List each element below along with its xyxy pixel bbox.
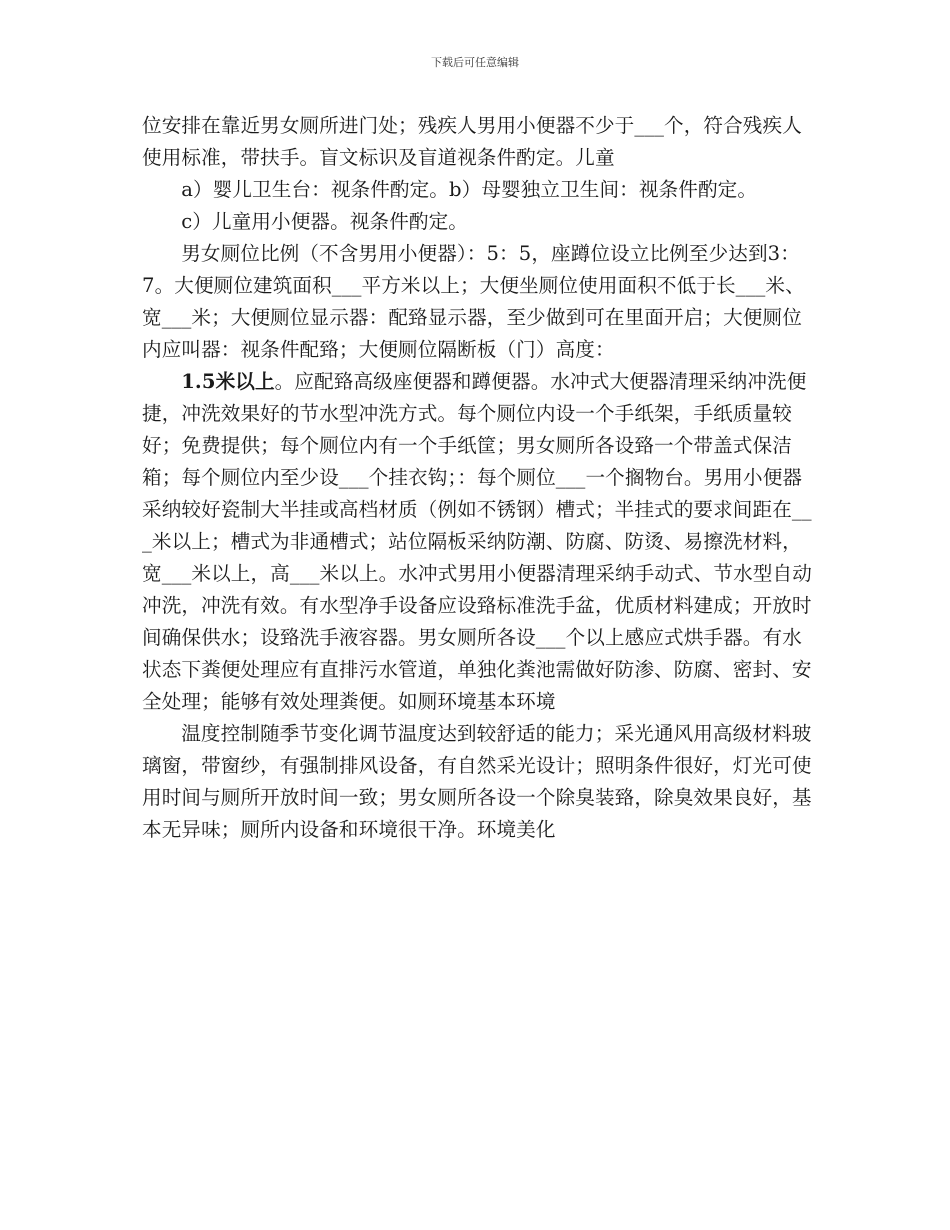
paragraph-text: a）婴儿卫生台：视条件酌定。b）母婴独立卫生间：视条件酌定。 bbox=[181, 178, 758, 201]
page-header: 下载后可任意编辑 bbox=[431, 56, 519, 69]
paragraph-text: 男女厕位比例（不含男用小便器）：5：5，座蹲位设立比例至少达到3：7。大便厕位建筑面积___平方米以上；大便坐厕位使用面积不低于长___米、宽___米；大便厕位显示器：配臵显示器，至少做到可在里面开启；大便厕位内应叫器：视条件配臵；大便厕位隔断板（门）高度： bbox=[142, 242, 805, 361]
paragraph-lead-bold: 1.5米以上 bbox=[181, 370, 275, 393]
document-body bbox=[142, 110, 814, 846]
paragraph-text: c）儿童用小便器。视条件酌定。 bbox=[181, 210, 468, 233]
paragraph bbox=[142, 366, 814, 718]
paragraph-text: 位安排在靠近男女厕所进门处；残疾人男用小便器不少于___个，符合残疾人使用标准，带扶手。盲文标识及盲道视条件酌定。儿童 bbox=[142, 114, 802, 169]
paragraph bbox=[142, 174, 814, 206]
paragraph-text: 。应配臵高级座便器和蹲便器。水冲式大便器清理采纳冲洗便捷，冲洗效果好的节水型冲洗方式。每个厕位内设一个手纸架，手纸质量较好；免费提供；每个厕位内有一个手纸筐；男女厕所各设臵一个带盖式保洁箱；每个厕位内至少设___个挂衣钩；：每个厕位___一个搁物台。男用小便器采纳较好瓷制大半挂或高档材质（例如不锈钢）槽式；半挂式的要求间距在___米以上；槽式为非通槽式；站位隔板采纳防潮、防腐、防烫、易擦洗材料，宽___米以上，高___米以上。水冲式男用小便器清理采纳手动式、节水型自动冲洗，冲洗有效。有水型净手设备应设臵标准洗手盆，优质材料建成；开放时间确保供水；设臵洗手液容器。男女厕所各设___个以上感应式烘手器。有水状态下粪便处理应有直排污水管道，单独化粪池需做好防渗、防腐、密封、安全处理；能够有效处理粪便。如厕环境基本环境 bbox=[142, 370, 812, 713]
paragraph bbox=[142, 238, 814, 366]
paragraph-text: 温度控制随季节变化调节温度达到较舒适的能力；采光通风用高级材料玻璃窗，带窗纱，有强制排风设备，有自然采光设计；照明条件很好，灯光可使用时间与厕所开放时间一致；男女厕所各设一个除臭装臵，除臭效果良好，基本无异味；厕所内设备和环境很干净。环境美化 bbox=[142, 722, 812, 841]
paragraph bbox=[142, 110, 814, 174]
paragraph bbox=[142, 206, 814, 238]
paragraph bbox=[142, 718, 814, 846]
